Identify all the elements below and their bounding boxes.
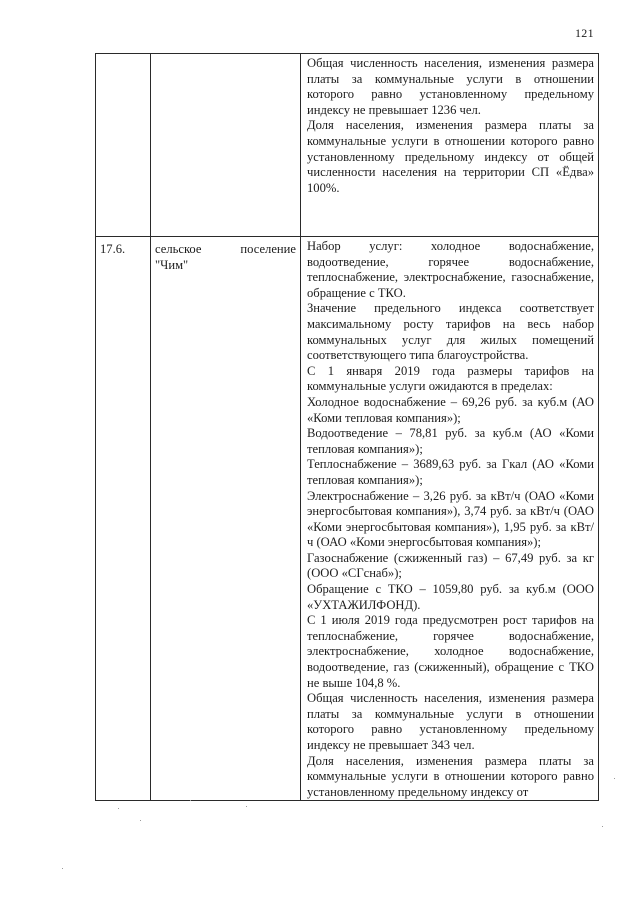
tariffs-intro-paragraph: С 1 января 2019 года размеры тарифов на коммунальные услуги ожидаются в пределах:	[307, 363, 594, 394]
tariff-table	[95, 53, 599, 801]
population-count-paragraph: Общая численность населения, изменения размера платы за коммунальные услуги в отношении которого равно установленному предельному индексу не превышает 343 чел.	[307, 691, 594, 752]
gas-tariff: Газоснабжение (сжиженный газ) – 67,49 руб. за кг (ООО «СГснаб»);	[307, 550, 594, 581]
scan-speck	[118, 808, 119, 809]
settlement-type-word: сельское	[155, 242, 202, 256]
waste-tariff: Обращение с ТКО – 1059,80 руб. за куб.м (ООО «УХТАЖИЛФОНД).	[307, 582, 594, 612]
page-number: 121	[575, 26, 594, 40]
tariff-growth-paragraph: С 1 июля 2019 года предусмотрен рост тарифов на теплоснабжение, горячее водоснабжение, электроснабжение, холодное водоснабжение, водоотведение, газ (сжиженный), обращение с ТКО не выше 104,8 %.	[307, 613, 594, 690]
sewerage-tariff: Водоотведение – 78,81 руб. за куб.м (АО «Коми тепловая компания»);	[307, 426, 594, 456]
settlement-name-cell	[151, 237, 301, 801]
row-number-cell: 17.6.	[96, 237, 151, 801]
population-count-paragraph: Общая численность населения, изменения размера платы за коммунальные услуги в отношении которого равно установленному предельному индексу не превышает 1236 чел.	[307, 56, 594, 117]
electricity-tariff: Электроснабжение – 3,26 руб. за кВт/ч (ОАО «Коми энергосбытовая компания»), 3,74 руб. за кВт/ч (ОАО «Коми энергосбытовая компания»), 1,95 руб. за кВт/ч (ОАО «Коми энергосбытовая компания»);	[307, 488, 594, 550]
scan-speck	[614, 778, 615, 779]
description-cell	[301, 54, 599, 237]
settlement-name-cell	[151, 54, 301, 237]
scan-speck	[190, 800, 191, 801]
cold-water-tariff: Холодное водоснабжение – 69,26 руб. за куб.м (АО «Коми тепловая компания»);	[307, 394, 594, 425]
description-cell	[301, 237, 599, 801]
scan-speck	[602, 826, 603, 827]
population-share-paragraph: Доля населения, изменения размера платы за коммунальные услуги в отношении которого равно установленному предельному индексу от общей численности населения на территории СП «Ёдва» 100%.	[307, 118, 594, 195]
table-row	[96, 237, 599, 801]
row-number-cell	[96, 54, 151, 237]
scan-speck	[246, 806, 247, 807]
settlement-name: "Чим"	[155, 257, 189, 272]
index-value-paragraph: Значение предельного индекса соответствует максимальному росту тарифов на весь набор коммунальных услуг для жилых помещений соответствующего типа благоустройства.	[307, 301, 594, 363]
population-share-paragraph: Доля населения, изменения размера платы за коммунальные услуги в отношении которого равно установленному предельному индексу от	[307, 753, 594, 799]
scan-speck	[140, 820, 141, 821]
services-set-paragraph: Набор услуг: холодное водоснабжение, водоотведение, горячее водоснабжение, теплоснабжение, электроснабжение, газоснабжение, обращение с ТКО.	[307, 239, 594, 300]
heating-tariff: Теплоснабжение – 3689,63 руб. за Гкал (АО «Коми тепловая компания»);	[307, 457, 594, 487]
settlement-type-word: поселение	[240, 242, 296, 256]
table-row	[96, 54, 599, 237]
scan-speck	[62, 868, 63, 869]
